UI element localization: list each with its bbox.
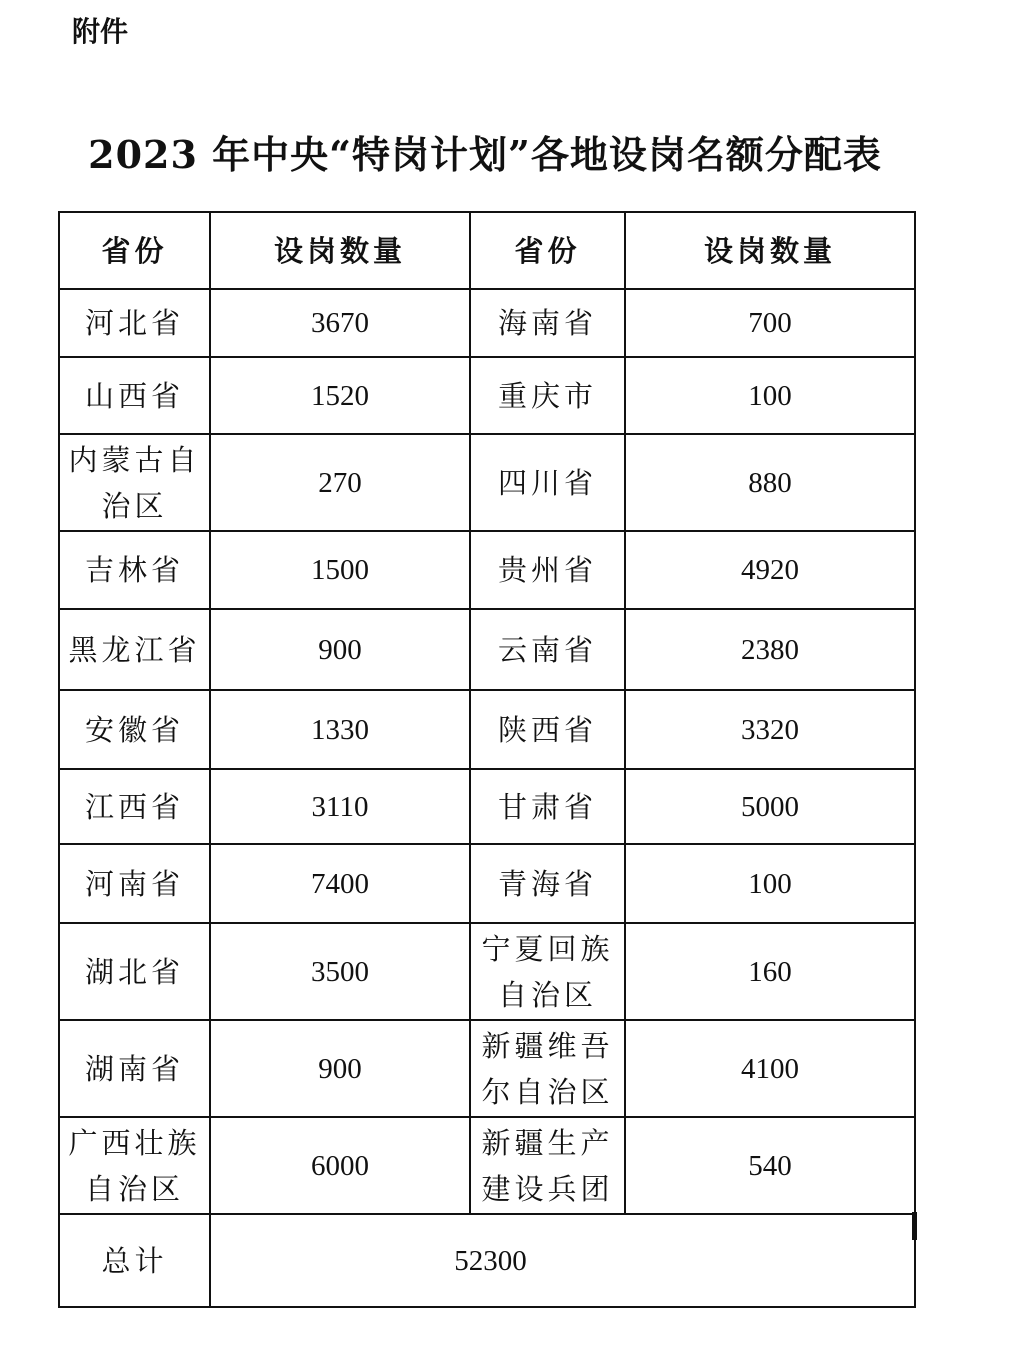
header-count-right: 设岗数量 xyxy=(625,212,915,289)
right-count: 3320 xyxy=(625,690,915,769)
right-count: 4920 xyxy=(625,531,915,609)
right-count: 4100 xyxy=(625,1020,915,1117)
table-edge-mark xyxy=(912,1212,917,1240)
left-province: 黑龙江省 xyxy=(59,609,210,690)
table-row xyxy=(59,923,915,1020)
left-province: 江西省 xyxy=(59,769,210,844)
total-value: 52300 xyxy=(210,1214,915,1307)
right-count: 160 xyxy=(625,923,915,1020)
table-row xyxy=(59,769,915,844)
right-count: 700 xyxy=(625,289,915,357)
quota-table xyxy=(58,211,916,1308)
left-province: 吉林省 xyxy=(59,531,210,609)
total-label: 总计 xyxy=(59,1214,210,1307)
table-row xyxy=(59,844,915,923)
table-row xyxy=(59,1020,915,1117)
left-province: 广西壮族自治区 xyxy=(59,1117,210,1214)
left-count: 1500 xyxy=(210,531,470,609)
table-row xyxy=(59,531,915,609)
right-province: 重庆市 xyxy=(470,357,625,434)
left-count: 3110 xyxy=(210,769,470,844)
total-row xyxy=(59,1214,915,1307)
left-count: 1330 xyxy=(210,690,470,769)
left-count: 1520 xyxy=(210,357,470,434)
left-count: 900 xyxy=(210,609,470,690)
header-count-left: 设岗数量 xyxy=(210,212,470,289)
table-row xyxy=(59,434,915,531)
right-province: 新疆生产建设兵团 xyxy=(470,1117,625,1214)
right-count: 100 xyxy=(625,844,915,923)
right-province: 贵州省 xyxy=(470,531,625,609)
right-province: 四川省 xyxy=(470,434,625,531)
table-row xyxy=(59,690,915,769)
right-count: 100 xyxy=(625,357,915,434)
right-province: 新疆维吾尔自治区 xyxy=(470,1020,625,1117)
right-province: 宁夏回族自治区 xyxy=(470,923,625,1020)
left-province: 安徽省 xyxy=(59,690,210,769)
left-count: 900 xyxy=(210,1020,470,1117)
right-province: 云南省 xyxy=(470,609,625,690)
left-count: 6000 xyxy=(210,1117,470,1214)
right-count: 880 xyxy=(625,434,915,531)
left-count: 3670 xyxy=(210,289,470,357)
right-province: 陕西省 xyxy=(470,690,625,769)
left-province: 内蒙古自治区 xyxy=(59,434,210,531)
header-province-left: 省份 xyxy=(59,212,210,289)
table-row xyxy=(59,289,915,357)
header-province-right: 省份 xyxy=(470,212,625,289)
attachment-label: 附件 xyxy=(72,15,129,48)
document-title: 2023 年中央“特岗计划”各地设岗名额分配表 xyxy=(88,132,882,177)
right-count: 540 xyxy=(625,1117,915,1214)
right-count: 5000 xyxy=(625,769,915,844)
right-province: 海南省 xyxy=(470,289,625,357)
left-count: 270 xyxy=(210,434,470,531)
left-province: 山西省 xyxy=(59,357,210,434)
table-row xyxy=(59,609,915,690)
right-count: 2380 xyxy=(625,609,915,690)
left-count: 7400 xyxy=(210,844,470,923)
header-row xyxy=(59,212,915,289)
left-province: 河北省 xyxy=(59,289,210,357)
left-province: 湖南省 xyxy=(59,1020,210,1117)
table-row xyxy=(59,1117,915,1214)
left-count: 3500 xyxy=(210,923,470,1020)
right-province: 青海省 xyxy=(470,844,625,923)
left-province: 湖北省 xyxy=(59,923,210,1020)
left-province: 河南省 xyxy=(59,844,210,923)
right-province: 甘肃省 xyxy=(470,769,625,844)
table-row xyxy=(59,357,915,434)
